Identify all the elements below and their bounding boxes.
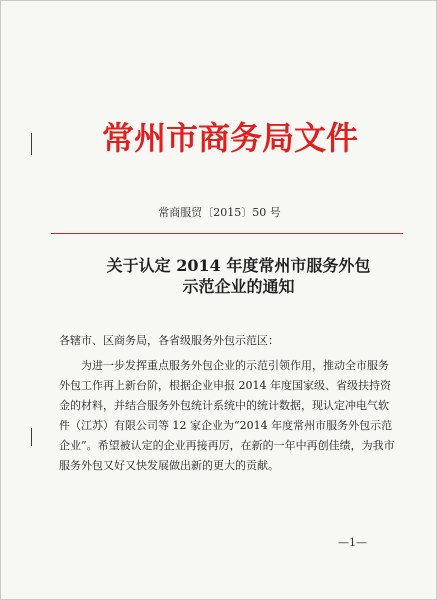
notice-subject	[96, 255, 381, 297]
document-title: 常州市商务局文件	[101, 119, 358, 157]
notice-subject-line-2: 示范企业的通知	[182, 277, 295, 296]
recipient-line: 各辖市、区商务局，各省级服务外包示范区：	[59, 334, 279, 347]
header-divider	[51, 233, 403, 234]
left-margin-mark	[31, 133, 32, 155]
body-paragraph: 为进一步发挥重点服务外包企业的示范引领作用，推动全市服务外包工作再上新台阶，根据企业申报 2014 年度国家级、省级扶持资金的材料，并结合服务外包统计系统中的统计数据，现认定冲电气软件（江苏）有限公司等 12 家企业为“2014 年度常州市服务外包示范企业”。希望被认定的企业再接再厉，在新的一年中再创佳绩，为我市服务外包又好又快发展做出新的更大的贡献。	[59, 359, 395, 472]
document-number: 常商服贸〔2015〕50 号	[158, 206, 281, 219]
notice-subject-line-1: 关于认定 2014 年度常州市服务外包	[106, 256, 371, 275]
page-number: —1—	[338, 536, 367, 549]
left-margin-mark	[31, 428, 32, 446]
